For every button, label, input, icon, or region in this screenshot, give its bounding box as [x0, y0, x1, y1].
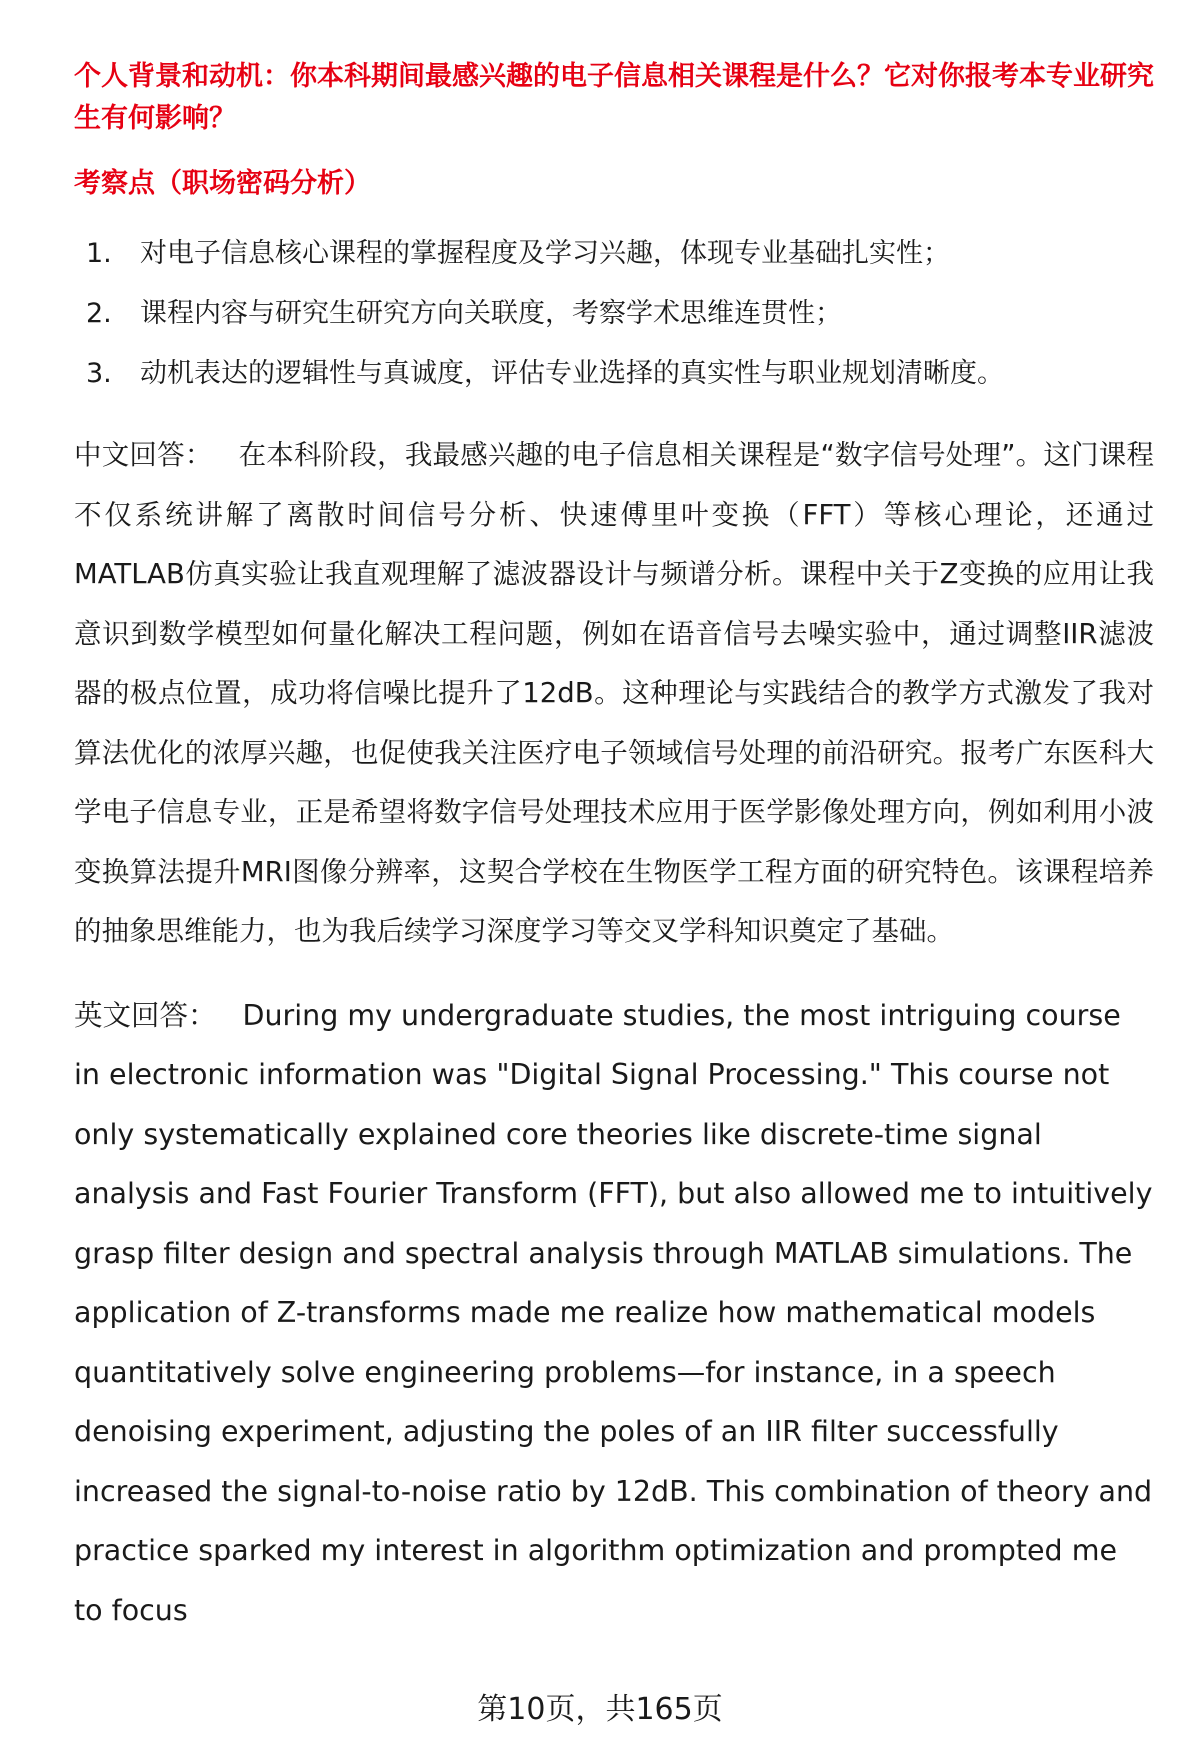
assessment-points-list [74, 224, 1154, 404]
chinese-answer-label: 中文回答： [74, 439, 213, 471]
list-item-number: 3. [86, 358, 112, 389]
list-item-number: 2. [86, 298, 112, 329]
list-item-number: 1. [86, 238, 112, 269]
question-title: 个人背景和动机：你本科期间最感兴趣的电子信息相关课程是什么？它对你报考本专业研究生有何影响？ [74, 61, 1154, 134]
chinese-answer-paragraph [74, 426, 1154, 962]
list-item [74, 224, 1154, 284]
english-answer-paragraph [74, 986, 1154, 1641]
section-heading: 考察点（职场密码分析） [74, 168, 371, 199]
english-answer-label: 英文回答： [74, 998, 217, 1032]
page-number-footer: 第10页，共165页 [477, 1692, 723, 1727]
list-item-text: 课程内容与研究生研究方向关联度，考察学术思维连贯性； [140, 298, 842, 329]
list-item [74, 284, 1154, 344]
list-item-text: 对电子信息核心课程的掌握程度及学习兴趣，体现专业基础扎实性； [140, 238, 950, 269]
document-page [74, 56, 1154, 1640]
english-answer-text: During my undergraduate studies, the most intriguing course in electronic information was "Digital Signal Processing." This course not only systematically explained core theories like discrete-time signal analysis and Fast Fourier Transform (FFT), but also allowed me to intuitively grasp filter design and spectral analysis through MATLAB simulations. The application of Z-transforms made me realize how mathematical models quantitatively solve engineering problems—for instance, in a speech denoising experiment, adjusting the poles of an IIR filter successfully increased the signal-to-noise ratio by 12dB. This combination of theory and practice sparked my interest in algorithm optimization and prompted me to focus [74, 998, 1153, 1627]
list-item [74, 344, 1154, 404]
chinese-answer-text: 在本科阶段，我最感兴趣的电子信息相关课程是“数字信号处理”。这门课程不仅系统讲解了离散时间信号分析、快速傅里叶变换（FFT）等核心理论，还通过MATLAB仿真实验让我直观理解了滤波器设计与频谱分析。课程中关于Z变换的应用让我意识到数学模型如何量化解决工程问题，例如在语音信号去噪实验中，通过调整IIR滤波器的极点位置，成功将信噪比提升了12dB。这种理论与实践结合的教学方式激发了我对算法优化的浓厚兴趣，也促使我关注医疗电子领域信号处理的前沿研究。报考广东医科大学电子信息专业，正是希望将数字信号处理技术应用于医学影像处理方向，例如利用小波变换算法提升MRI图像分辨率，这契合学校在生物医学工程方面的研究特色。该课程培养的抽象思维能力，也为我后续学习深度学习等交叉学科知识奠定了基础。 [74, 439, 1155, 947]
list-item-text: 动机表达的逻辑性与真诚度，评估专业选择的真实性与职业规划清晰度。 [140, 358, 1004, 389]
